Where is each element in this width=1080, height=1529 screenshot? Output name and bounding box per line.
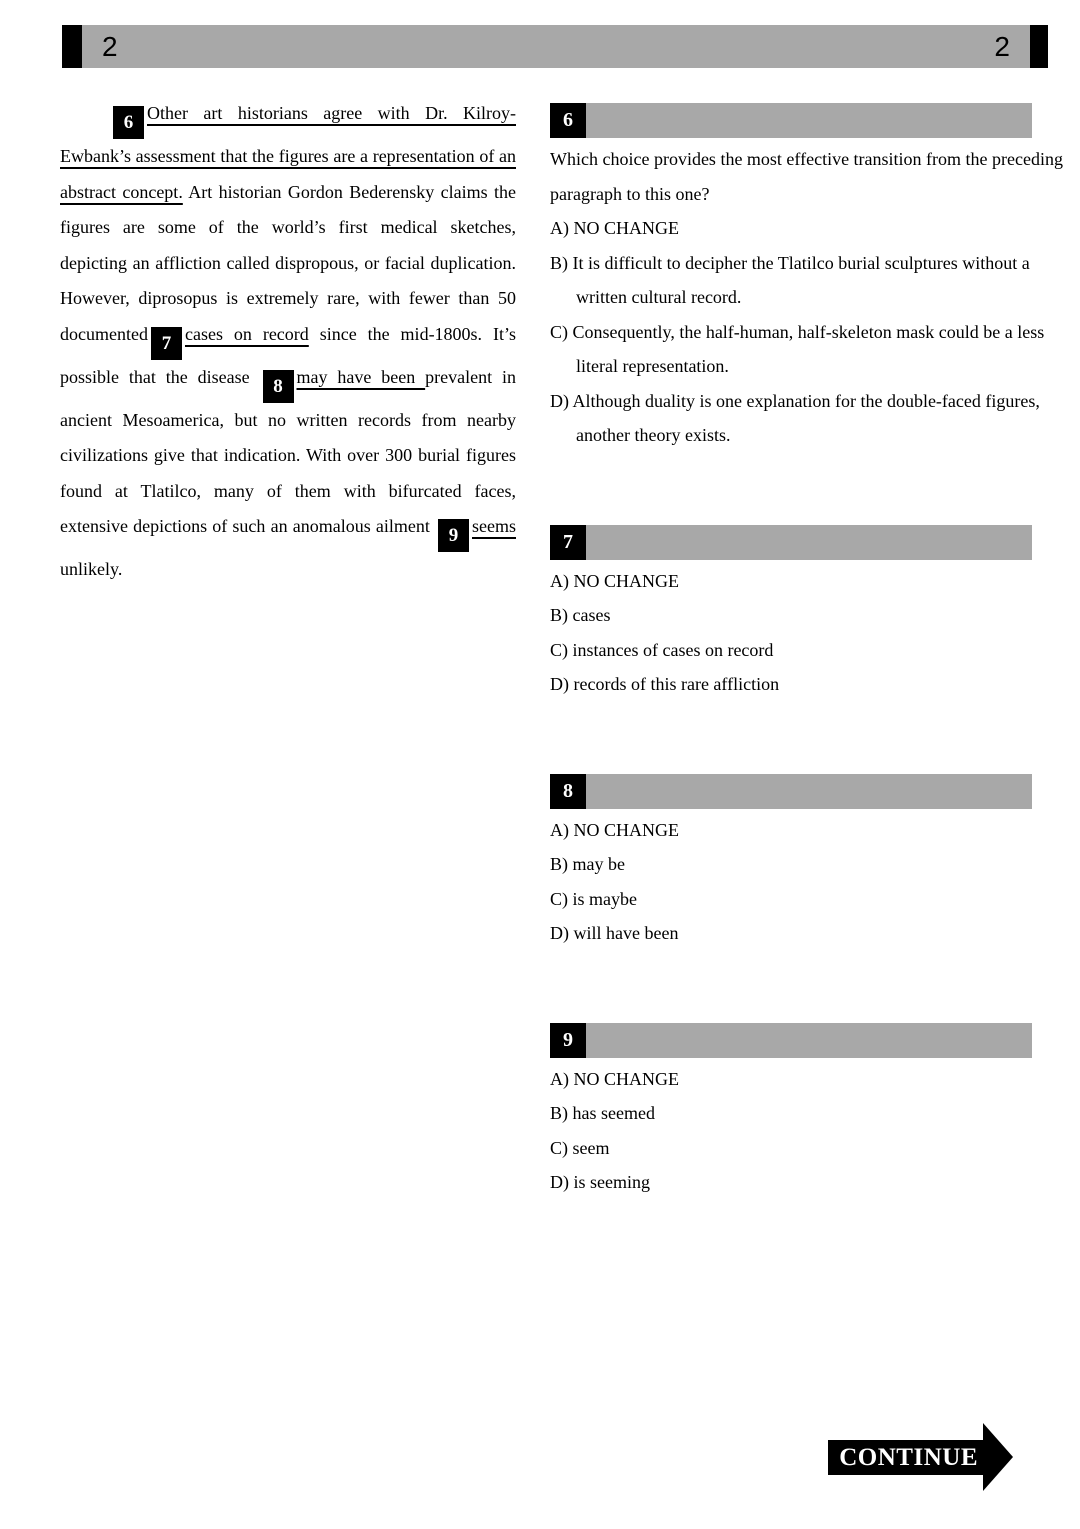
question-number-badge: 7 [550,525,586,560]
underlined-segment: cases on record [184,323,309,344]
question-body [550,564,1080,702]
question-number-badge: 9 [550,1023,586,1058]
header-right-endcap [1030,25,1048,68]
option-6C: C) Consequently, the half-human, half-skeleton mask could be a less literal representation. [550,321,1045,376]
header-left-endcap [62,25,82,68]
question-marker-8: 8 [263,370,294,403]
option-8D: D) will have been [550,923,679,943]
option-8C: C) is maybe [550,888,637,909]
question-number-badge: 6 [550,103,586,138]
option-9A: A) NO CHANGE [550,1068,679,1089]
questions-column [550,103,1080,1272]
passage [60,96,516,588]
question-header-bar [550,525,1032,560]
option-7D: D) records of this rare affliction [550,674,780,694]
passage-text-segment: unlikely. [60,559,123,579]
option-8B: B) may be [550,854,625,874]
option-9C: C) seem [550,1137,610,1158]
underlined-segment: seems [472,516,516,536]
option-6B: B) It is difficult to decipher the Tlatilco burial sculptures without a written cultural record. [550,252,1030,307]
option-9B: B) has seemed [550,1103,655,1123]
question-body [550,813,1080,951]
header-bar [62,25,1048,68]
header-inner [82,25,1030,68]
options-list [550,813,1080,951]
question-header-bar [550,774,1032,809]
question-marker-6: 6 [113,106,144,139]
continue-label: CONTINUE [828,1440,983,1475]
options-list [550,564,1080,702]
question-body [550,1062,1080,1200]
continue-button[interactable] [828,1423,1013,1491]
option-7B: B) cases [550,605,611,625]
question-marker-9: 9 [438,519,469,552]
question-7 [550,525,1080,702]
passage-text-segment: since the mid-1800s. It’s possible that the disease [60,323,516,387]
passage-text-segment: Art historian Gordon Bederensky claims the figures are some of the world’s first medical sketches, depicting an affliction called dispropous, or facial duplication. However, diprosopus is extremely rare, with fewer than 50 documented [60,181,516,344]
option-9D: D) is seeming [550,1172,650,1192]
underlined-segment: Other art historians agree with Dr. Kilroy-Ewbank’s assessment that the figures are a representation of an abstract concept. [60,103,516,202]
option-7A: A) NO CHANGE [550,570,679,591]
section-number-left: 2 [102,30,118,62]
section-number-right: 2 [994,30,1010,62]
question-header-bar [550,103,1032,138]
underlined-segment: may have been [296,366,426,387]
options-list [550,1062,1080,1200]
question-9 [550,1023,1080,1200]
passage-column [60,96,516,588]
options-list [550,211,1080,453]
option-7C: C) instances of cases on record [550,639,774,660]
passage-text-segment: prevalent in ancient Mesoamerica, but no written records from nearby civilizations give that indication. With over 300 burial figures found at Tlatilco, many of them with bifurcated faces, extensive depictions of such an anomalous ailment [60,366,516,536]
question-marker-7: 7 [151,327,182,360]
option-6A: A) NO CHANGE [550,218,679,238]
question-number-badge: 8 [550,774,586,809]
question-8 [550,774,1080,951]
question-body [550,142,1080,453]
question-6 [550,103,1080,453]
question-header-bar [550,1023,1032,1058]
continue-arrow-icon [983,1423,1013,1491]
option-6D: D) Although duality is one explanation for the double-faced figures, another theory exists. [550,390,1040,445]
option-8A: A) NO CHANGE [550,819,679,840]
question-stem: Which choice provides the most effective transition from the preceding paragraph to this one? [550,149,1063,204]
